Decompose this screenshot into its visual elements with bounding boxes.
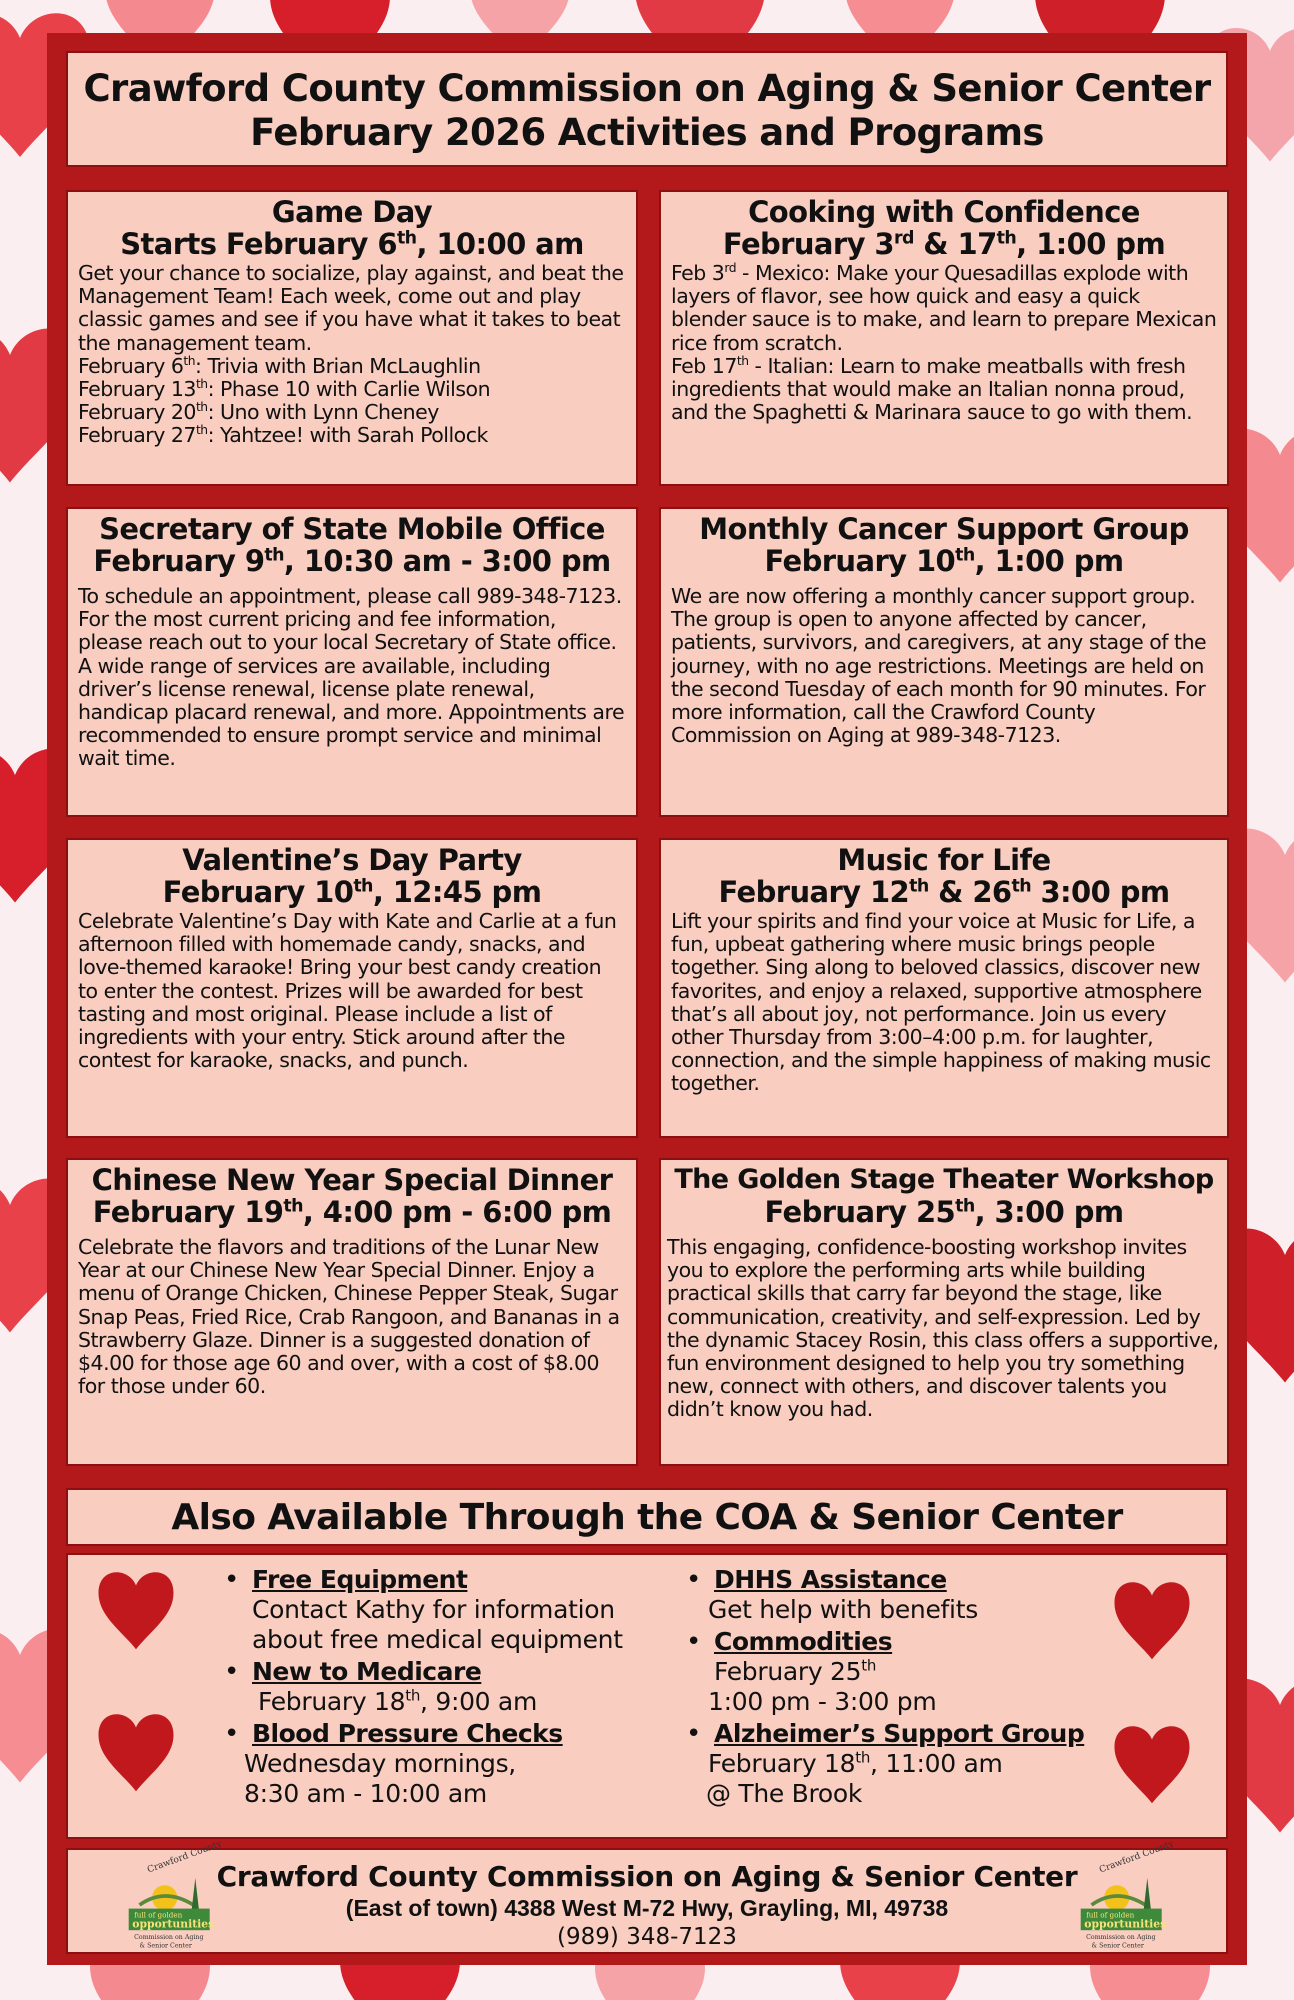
coa-logo [1068, 1839, 1178, 1950]
footer-phone: (989) 348-7123 [557, 1924, 737, 1950]
bullet: • [686, 1719, 702, 1749]
event-card-chinese-new-year [66, 1158, 638, 1466]
event-date: February 12th & 26th 3:00 pm [718, 875, 1170, 909]
event-title: Chinese New Year Special Dinner [91, 1163, 613, 1197]
event-schedule: February 6th: Trivia with Brian McLaughlin February 13th: Phase 10 with Carlie Wilson February 20th: Uno with Lynn Cheney February 27th: Yahtzee! with Sarah Pollock [78, 353, 491, 448]
bullet: • [224, 1565, 240, 1595]
event-card-valentines [66, 838, 638, 1138]
event-card-game-day [66, 190, 638, 486]
also-item-label: Alzheimer’s Support Group [714, 1719, 1085, 1748]
footer-org-name: Crawford County Commission on Aging & Senior Center [216, 1860, 1078, 1893]
title-line-1: Crawford County Commission on Aging & Senior Center [83, 67, 1211, 110]
also-item-label: DHHS Assistance [714, 1565, 947, 1594]
title-line-2: February 2026 Activities and Programs [250, 111, 1044, 154]
event-description: Get your chance to socialize, play against, and beat the Management Team! Each week, come out and play classic games and see if you have what it takes to beat the management team. [78, 261, 624, 355]
also-item-dhhs: • DHHS Assistance Get help with benefits [684, 1565, 1084, 1625]
event-title: The Golden Stage Theater Workshop [674, 1164, 1214, 1195]
event-description: Feb 3rd - Mexico: Make your Quesadillas explode with layers of flavor, see how quick and easy a quick blender sauce is to make, and learn to prepare Mexican rice from scratch. [671, 261, 1217, 355]
heart-icon [1102, 1717, 1202, 1807]
svg-text:& Senior Center: & Senior Center [139, 1942, 192, 1950]
also-item-new-to-medicare: • New to Medicare February 18th, 9:00 am [222, 1657, 623, 1717]
also-right-column [684, 1565, 1084, 1811]
event-title: Game Day [271, 195, 433, 229]
event-card-cooking [659, 190, 1229, 486]
heart-icon [86, 1563, 186, 1653]
event-description: We are now offering a monthly cancer support group. The group is open to anyone affected by cancer, patients, survivors, and caregivers, at any stage of the journey, with no age restrictions. Meetings are held on the second Tuesday of each month for 90 minutes. For more information, call the Crawford County Commission on Aging at 989-348-7123. [671, 584, 1207, 748]
coa-logo [116, 1839, 226, 1950]
event-description: To schedule an appointment, please call 989-348-7123. For the most current pricing and fee information, please reach out to your local Secretary of State office. A wide range of services are available, including driver’s license renewal, license plate renewal, handicap placard renewal, and more. Appointments are recommended to ensure prompt service and minimal wait time. [78, 584, 625, 771]
also-item-blood-pressure: • Blood Pressure Checks Wednesday mornings, 8:30 am - 10:00 am [222, 1719, 623, 1809]
svg-text:full of golden: full of golden [1086, 1910, 1135, 1920]
event-card-sos [66, 507, 638, 817]
also-available-box [66, 1553, 1228, 1839]
also-item-label: Free Equipment [252, 1565, 468, 1594]
poster-title [66, 51, 1228, 167]
svg-text:Commission on Aging: Commission on Aging [1086, 1934, 1156, 1942]
event-title: Cooking with Confidence [748, 195, 1140, 229]
event-description: Lift your spirits and find your voice at Music for Life, a fun, upbeat gathering where music brings people together. Sing along to beloved classics, discover new favorites, and enjoy a relaxed, supportive atmosphere that’s all about joy, not performance. Join us every other Thursday from 3:00–4:00 p.m. for laughter, connection, and the simple happiness of making music together. [671, 909, 1211, 1096]
event-card-theater [659, 1158, 1229, 1466]
bullet: • [224, 1657, 240, 1687]
event-title: Music for Life [837, 843, 1051, 877]
also-item-free-equipment: • Free Equipment Contact Kathy for information about free medical equipment [224, 1565, 623, 1654]
event-card-cancer-support [659, 507, 1229, 817]
event-title: Secretary of State Mobile Office [99, 512, 605, 546]
also-left-column [222, 1565, 623, 1811]
also-item-commodities: • Commodities February 25th 1:00 pm - 3:00 pm [684, 1627, 1084, 1717]
event-date: February 9th, 10:30 am - 3:00 pm [93, 544, 611, 578]
footer-address: (East of town) 4388 West M-72 Hwy, Grayling, MI, 49738 [345, 1895, 949, 1921]
svg-text:Crawford County: Crawford County [146, 1839, 224, 1876]
poster-frame [47, 33, 1247, 1965]
heart-icon [86, 1705, 186, 1795]
svg-text:opportunities: opportunities [1084, 1917, 1167, 1931]
also-item-label: New to Medicare [252, 1657, 482, 1686]
also-item-alzheimers: • Alzheimer’s Support Group February 18th, 11:00 am @ The Brook [686, 1719, 1085, 1808]
event-description: Celebrate Valentine’s Day with Kate and Carlie at a fun afternoon filled with homemade candy, snacks, and love-themed karaoke! Bring your best candy creation to enter the contest. Prizes will be awarded for best tasting and most original. Please include a list of ingredients with your entry. Stick around after the contest for karaoke, snacks, and punch. [78, 909, 617, 1073]
event-date: February 10th, 1:00 pm [764, 544, 1124, 578]
bullet: • [686, 1565, 702, 1595]
event-description: This engaging, confidence-boosting workshop invites you to explore the performing arts while building practical skills that carry far beyond the stage, like communication, creativity, and self-expression. Led by the dynamic Stacey Rosin, this class offers a supportive, fun environment designed to help you try something new, connect with others, and discover talents you didn’t know you had. [667, 1235, 1219, 1422]
event-card-music [659, 838, 1229, 1138]
footer [66, 1839, 1228, 1954]
svg-text:Commission on Aging: Commission on Aging [134, 1934, 204, 1942]
event-date: February 25th, 3:00 pm [764, 1195, 1124, 1229]
also-available-heading: Also Available Through the COA & Senior Center [66, 1488, 1228, 1546]
svg-text:Crawford County: Crawford County [1098, 1839, 1176, 1876]
svg-text:opportunities: opportunities [132, 1917, 215, 1931]
bullet: • [224, 1719, 240, 1749]
event-date: February 3rd & 17th, 1:00 pm [722, 227, 1166, 261]
event-title: Valentine’s Day Party [182, 843, 522, 877]
also-item-label: Blood Pressure Checks [252, 1719, 563, 1748]
svg-text:full of golden: full of golden [134, 1910, 183, 1920]
event-date: February 10th, 12:45 pm [162, 875, 542, 909]
heart-icon [1102, 1573, 1202, 1663]
event-date: Starts February 6th, 10:00 am [120, 227, 584, 261]
event-description-2: Feb 17th - Italian: Learn to make meatballs with fresh ingredients that would make an Italian nonna proud, and the Spaghetti & Marinara sauce to go with them. [671, 353, 1193, 425]
bullet: • [686, 1627, 702, 1657]
also-item-label: Commodities [714, 1627, 893, 1656]
event-description: Celebrate the flavors and traditions of the Lunar New Year at our Chinese New Year Special Dinner. Enjoy a menu of Orange Chicken, Chinese Pepper Steak, Sugar Snap Peas, Fried Rice, Crab Rangoon, and Bananas in a Strawberry Glaze. Dinner is a suggested donation of $4.00 for those age 60 and over, with a cost of $8.00 for those under 60. [78, 1235, 620, 1399]
svg-text:& Senior Center: & Senior Center [1091, 1942, 1144, 1950]
event-date: February 19th, 4:00 pm - 6:00 pm [92, 1195, 612, 1229]
event-title: Monthly Cancer Support Group [699, 512, 1189, 546]
